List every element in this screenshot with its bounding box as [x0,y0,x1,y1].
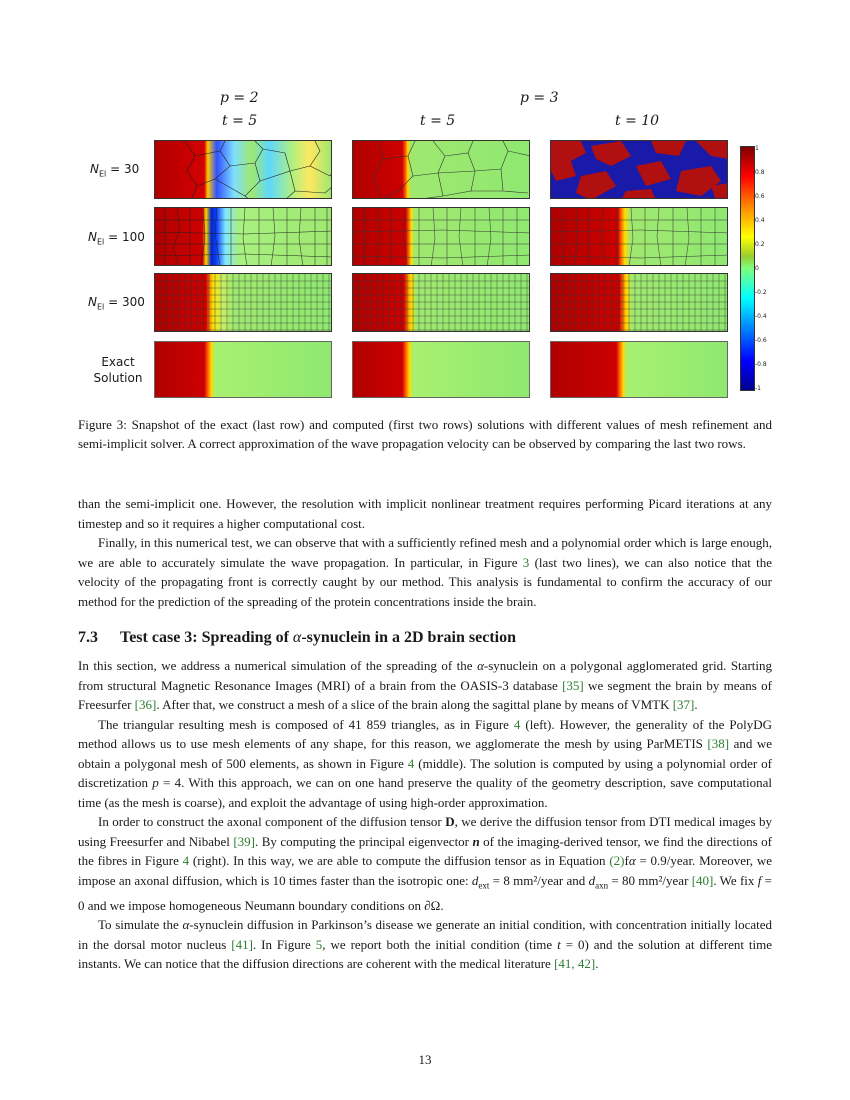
colorbar-tick: -0.4 [755,313,767,320]
mesh-overlay [551,274,728,332]
body-text-upper [78,494,772,611]
caption-text: Snapshot of the exact (last row) and computed (first two rows) solutions with different values of mesh refinement and semi-implicit solver. A correct approximation of the wave propagation velocity can be observed by comparing the last two rows. [78,417,773,451]
colorbar-tick: 1 [755,145,759,152]
colorbar-tick: -1 [755,385,761,392]
panel-p3-t5-nel100 [352,207,530,266]
colorbar-tick: -0.8 [755,361,767,368]
mesh-overlay [551,208,728,266]
paragraph: In order to construct the axonal component of the diffusion tensor D, we derive the diffusion tensor from DTI medical images by using Freesurfer and Nibabel [39]. By computing the principal eigenvector n of the imaging-derived tensor, we find the directions of the fibres in Figure 4 (right). In this way, we are able to compute the diffusion tensor as in Equation (2)fα = 0.9/year. Moreover, we impose an axonal diffusion, which is 10 times faster than the isotropic one: $d_{ext} = 8$ mm²/year and $d_{axn} = 80$ mm²/year [40]. We fix f = 0 and we impose homogeneous Neumann boundary conditions on ∂Ω. [78,814,773,913]
row-label-exact-solution: Exact Solution [93,355,143,385]
colorbar-tick: -0.2 [755,289,767,296]
header-t-col3: t = 10 [615,113,660,129]
colorbar-tick: 0.8 [755,169,765,176]
panel-p2-nel300 [154,273,332,332]
paragraph: The triangular resulting mesh is composed of 41 859 triangles, as in Figure 4 (left). However, the generality of the PolyDG method allows us to use mesh elements of any shape, for this reason, we agglomerate the mesh by using ParMETIS [38] and we obtain a polygonal mesh of 500 elements, as shown in Figure 4 (middle). The solution is computed by using a polynomial order of discretization p = 4. With this approach, we can on one hand preserve the quality of the geometry description, save computational time (as the mesh is coarse), and exploit the advantage of using high-order approximation. [78,716,773,810]
citation-link[interactable]: [40] [691,872,714,888]
panel-p3-t10-nel300 [550,273,728,332]
row-label-nel-30: $N_{El} = 30$ [90,162,140,179]
citation-link[interactable]: [37] [672,697,695,712]
paragraph: In this section, we address a numerical simulation of the spreading of the α-synuclein on a polygonal agglomerated grid. Starting from structural Magnetic Resonance Images (MRI) of a brain from the OASIS-3 database [35] we segment the brain by means of Freesurfer [36]. After that, we construct a mesh of a slice of the brain along the sagittal plane by means of VMTK [37]. [78,658,772,712]
citation-link[interactable]: [38] [707,736,730,751]
noise-overlay [551,141,728,199]
header-p3: p = 3 [520,90,559,106]
page-number: 13 [418,1052,432,1067]
panel-p3-t10-exact [550,341,728,398]
row-label-nel-100: $N_{El} = 100$ [88,230,145,247]
panel-p3-t5-nel30 [352,140,530,199]
mesh-overlay [353,208,530,266]
figure-ref[interactable]: 3 [522,554,530,570]
section-heading: 7.3 Test case 3: Spreading of α-synuclein in a 2D brain section [78,629,516,646]
header-t-col2: t = 5 [420,113,456,129]
citation-link[interactable]: [41, 42] [554,956,596,972]
figure-ref[interactable]: 4 [182,853,190,868]
mesh-overlay [155,274,332,332]
figure-ref[interactable]: 5 [315,936,323,952]
paragraph: Finally, in this numerical test, we can observe that with a sufficiently refined mesh and a polynomial order which is large enough, we are able to accurately simulate the wave propagation. In particular, in Figure 3 (last two lines), we can also notice that the velocity of the propagating front is correctly caught by our method. This analysis is fundamental to confirm the accuracy of our method for the prediction of the spreading of the protein concentrations inside the brain. [78,535,772,609]
figure-caption [78,415,772,453]
header-p2: p = 2 [220,90,259,106]
figure-ref[interactable]: 4 [513,716,521,732]
citation-link[interactable]: [41] [231,936,253,952]
panel-p3-t5-exact [352,341,530,398]
panel-p2-exact [154,341,332,398]
colorbar-tick: 0 [755,265,759,272]
paragraph: than the semi-implicit one. However, the resolution with implicit nonlinear treatment requires performing Picard iterations at any timestep and so it requires a higher computational cost. [78,496,772,531]
colorbar-tick: 0.4 [755,217,765,224]
section-number: 7.3 [78,629,98,646]
colorbar-tick: 0.2 [755,241,765,248]
paragraph: To simulate the α-synuclein diffusion in Parkinson’s disease we generate an initial condition, with concentration initially located in the dorsal motor nucleus [41]. In Figure 5, we report both the initial condition (time t = 0) and the solution at different time instants. We can notice that the diffusion directions are coherent with the medical literature [41, 42]. [78,917,773,972]
citation-link[interactable]: [35] [562,677,584,693]
equation-ref[interactable]: (2) [609,853,625,868]
citation-link[interactable]: [36] [134,697,157,712]
caption-label: Figure 3: [78,417,127,432]
figure-ref[interactable]: 4 [407,755,415,771]
mesh-overlay [353,141,530,199]
panel-p3-t5-nel300 [352,273,530,332]
mesh-overlay [353,274,530,332]
body-text-section [78,656,772,974]
panel-p3-t10-nel100 [550,207,728,266]
header-t-col1: t = 5 [222,113,258,129]
mesh-overlay [155,141,332,199]
colorbar-tick: -0.6 [755,337,767,344]
mesh-overlay [155,208,332,266]
citation-link[interactable]: [39] [233,833,255,849]
row-label-nel-300: $N_{El} = 300$ [88,295,145,312]
colorbar-tick: 0.6 [755,193,765,200]
colorbar [740,146,755,391]
panel-p3-t10-nel30 [550,140,728,199]
panel-p2-nel30 [154,140,332,199]
panel-p2-nel100 [154,207,332,266]
